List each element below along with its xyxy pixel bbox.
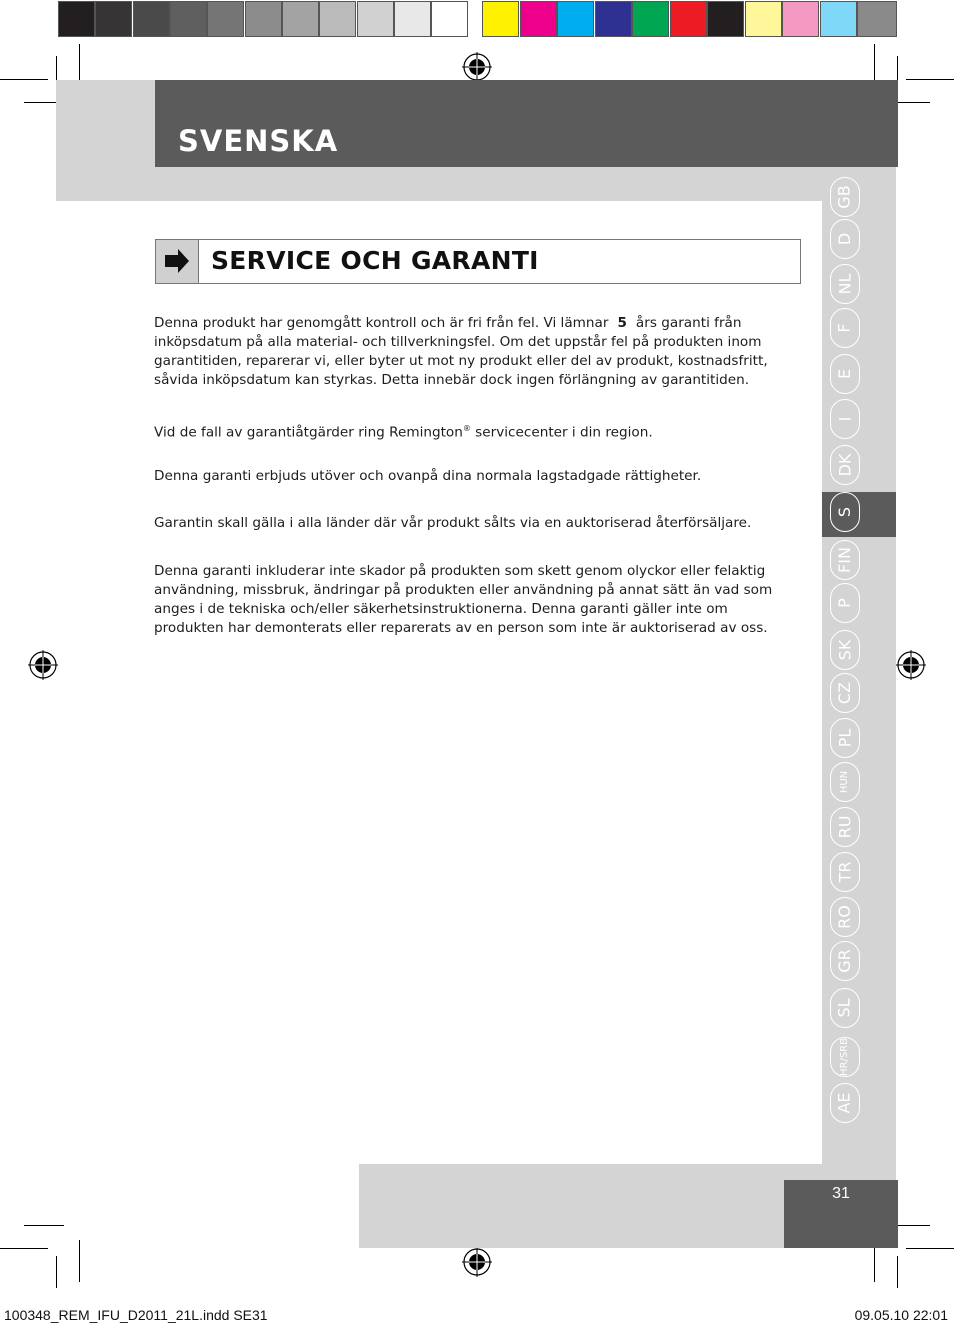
page-number: 31 [832, 1185, 850, 1202]
service-paragraph [154, 419, 794, 443]
language-tab-label: HR/SRB [839, 1038, 850, 1076]
date-slug: 09.05.10 22:01 [854, 1307, 948, 1323]
color-swatch [857, 1, 897, 37]
language-tab-label: RO [835, 905, 854, 929]
language-tab-label: FIN [834, 547, 854, 573]
color-swatch [595, 1, 632, 37]
registration-mark-icon [462, 1247, 492, 1277]
color-swatch [670, 1, 707, 37]
registration-mark-icon [28, 650, 58, 680]
section-title: SERVICE OCH GARANTI [211, 246, 539, 275]
language-tab-nl[interactable] [830, 264, 860, 304]
language-tab-label: P [835, 598, 854, 608]
language-tab-ro[interactable] [830, 897, 860, 937]
language-tab-gr[interactable] [830, 941, 860, 981]
color-swatch [282, 1, 319, 37]
language-tab-ae[interactable] [830, 1083, 860, 1123]
color-swatch [782, 1, 819, 37]
paragraph-text: Denna produkt har genomgått kontroll och är fri från fel. Vi lämnar [154, 315, 609, 331]
crop-mark [906, 79, 954, 80]
paragraph-text: Vid de fall av garantiåtgärder ring Remington [154, 424, 463, 441]
language-tab-p[interactable] [830, 583, 860, 623]
language-tab-e[interactable] [830, 354, 860, 394]
registration-mark-icon [462, 52, 492, 82]
color-swatch [820, 1, 857, 37]
language-tab-label: RU [834, 815, 854, 839]
color-swatch [207, 1, 244, 37]
language-tab-label: SK [835, 639, 854, 661]
language-tab-i[interactable] [830, 399, 860, 439]
language-tab-tr[interactable] [830, 852, 860, 892]
color-swatch [319, 1, 356, 37]
color-swatch [632, 1, 669, 37]
language-tab-gb[interactable] [830, 177, 860, 217]
crop-mark [24, 1225, 64, 1226]
language-tab-pl[interactable] [830, 718, 860, 758]
section-icon-cell [156, 240, 199, 283]
language-tab-label: I [835, 416, 854, 422]
language-tab-label: HUN [838, 770, 850, 794]
color-swatch [170, 1, 207, 37]
color-swatch [394, 1, 431, 37]
language-tab-hr-srb[interactable] [830, 1037, 860, 1077]
color-swatch [58, 1, 95, 37]
color-swatch [520, 1, 557, 37]
language-tab-label: D [834, 232, 854, 246]
color-swatch [745, 1, 782, 37]
language-tab-label: AE [835, 1092, 854, 1114]
language-tab-label: CZ [834, 681, 854, 705]
language-tab-ru[interactable] [830, 807, 860, 847]
color-calibration-bar [58, 1, 898, 39]
rights-paragraph: Denna garanti erbjuds utöver och ovanpå dina normala lagstadgade rättigheter. [154, 468, 702, 484]
crop-mark [79, 1240, 80, 1282]
crop-mark [56, 1256, 57, 1288]
language-tab-dk[interactable] [830, 445, 860, 485]
language-tab-label: PL [835, 728, 854, 748]
color-swatch [431, 1, 468, 37]
color-swatch [482, 1, 519, 37]
paragraph-text: servicecenter i din region. [470, 424, 653, 441]
language-tab-label: GR [834, 949, 854, 973]
exclusions-paragraph: Denna garanti inkluderar inte skador på produkten som skett genom olyckor eller felaktig användning, missbruk, ändringar på produkten eller användning på annat sätt än vad som anges i de tekniska och/eller säkerhetsinstruktionerna. Denna garanti gäller inte om produkten har demonterats eller reparerats av en person som inte är auktoriserad av oss. [154, 563, 773, 636]
page-title: SVENSKA [178, 124, 339, 158]
language-tab-hun[interactable] [830, 762, 860, 802]
color-swatch [357, 1, 394, 37]
warranty-years: 5 [617, 315, 627, 331]
arrow-right-icon [156, 240, 198, 282]
language-tab-fin[interactable] [830, 540, 860, 580]
color-swatch [133, 1, 170, 37]
language-tab-label: F [834, 323, 854, 333]
countries-paragraph: Garantin skall gälla i alla länder där vår produkt sålts via en auktoriserad återförsäljare. [154, 515, 752, 531]
language-tab-label: NL [834, 273, 854, 295]
language-tab-label: S [835, 506, 854, 518]
color-swatch [245, 1, 282, 37]
language-tab-cz[interactable] [830, 673, 860, 713]
registered-mark: ® [462, 424, 471, 433]
language-tab-label: SL [834, 998, 854, 1018]
registration-mark-icon [896, 650, 926, 680]
language-tab-sl[interactable] [830, 988, 860, 1028]
language-tab-label: DK [835, 453, 854, 477]
language-tab-f[interactable] [830, 308, 860, 348]
warranty-paragraph [154, 314, 794, 390]
language-tab-s[interactable] [830, 492, 860, 532]
crop-mark [906, 1248, 954, 1249]
crop-mark [0, 1248, 48, 1249]
language-tab-d[interactable] [830, 219, 860, 259]
language-tab-label: E [834, 368, 854, 380]
color-swatch [557, 1, 594, 37]
language-tab-label: GB [835, 185, 854, 209]
language-tab-label: TR [834, 861, 854, 883]
crop-mark [897, 1256, 898, 1288]
crop-mark [0, 79, 48, 80]
language-tab-sk[interactable] [830, 630, 860, 670]
color-swatch [707, 1, 744, 37]
color-swatch [95, 1, 132, 37]
paragraph-text: års garanti från inköpsdatum på alla material- och tillverkningsfel. Om det uppstår fel på produkten inom garantitiden, reparerar vi, eller byter ut mot ny produkt eller del av produkt, kostnadsfritt, såvida inköpsdatum kan styrkas. Detta innebär dock ingen förlängning av garantitiden. [154, 315, 768, 388]
header-underband [155, 167, 896, 201]
left-margin-panel [56, 80, 155, 201]
file-slug: 100348_REM_IFU_D2011_21L.indd SE31 [4, 1307, 268, 1323]
